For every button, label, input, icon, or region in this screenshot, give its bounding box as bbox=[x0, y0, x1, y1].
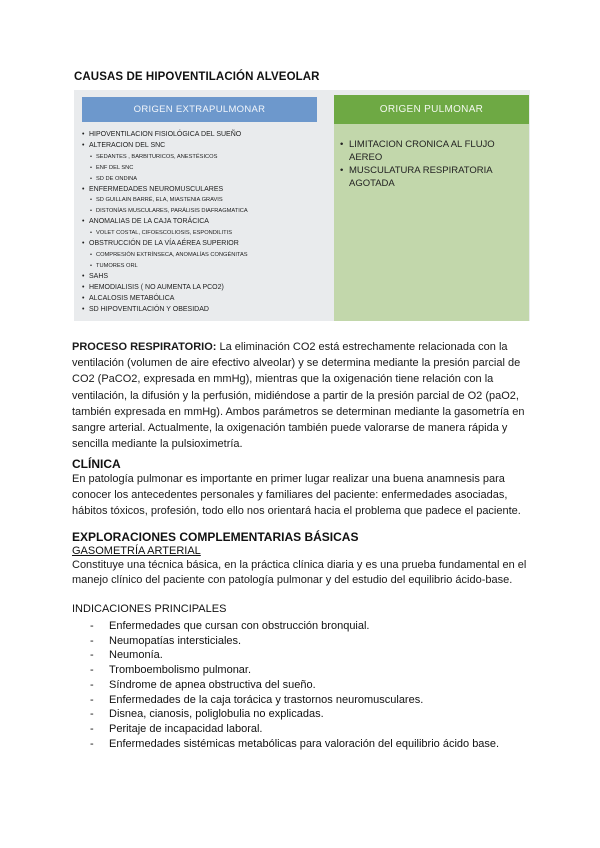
extrapulmonar-item-text: ANOMALIAS DE LA CAJA TORÁCICA bbox=[89, 218, 209, 226]
extrapulmonar-item-text: COMPRESIÓN EXTRÍNSECA, ANOMALÍAS CONGÉNITAS bbox=[96, 251, 248, 258]
bullet-icon: • bbox=[340, 139, 344, 150]
pulmonar-item bbox=[340, 138, 529, 164]
extrapulmonar-item bbox=[82, 294, 317, 305]
bullet-icon: • bbox=[82, 305, 85, 313]
indicacion-item bbox=[72, 648, 499, 663]
indicacion-item bbox=[72, 737, 499, 752]
extrapulmonar-item-text: ENF DEL SNC bbox=[96, 164, 134, 171]
clinica-title: CLÍNICA bbox=[72, 457, 121, 471]
dash-bullet-icon: - bbox=[90, 722, 94, 735]
bullet-icon: • bbox=[82, 272, 85, 280]
indicacion-text: Peritaje de incapacidad laboral. bbox=[109, 722, 263, 735]
bullet-icon: • bbox=[82, 141, 85, 149]
indicacion-item bbox=[72, 722, 499, 737]
pulmonar-item-text: MUSCULATURA RESPIRATORIA AGOTADA bbox=[349, 165, 493, 189]
dash-bullet-icon: - bbox=[90, 620, 94, 632]
extrapulmonar-item bbox=[82, 195, 317, 206]
bullet-icon: • bbox=[90, 262, 92, 269]
bullet-icon: • bbox=[82, 218, 85, 226]
proceso-text: La eliminación CO2 está estrechamente relacionada con la ventilación (volumen de aire efectivo alveolar) y se determina mediante la presión parcial de CO2 (PaCO2, expresada en mmHg), mientras que la oxigenación tiene relación con la ventilación, la difusión y la perfusión, midiéndose a partir de la presión parcial de O2 (paO2, también expresada en mmHg). Ambos parámetros se determinan mediante la gasometría en sangre arterial. Actualmente, la oxigenación también puede valorarse de manera rápida y sencilla mediante la pulsioximetría. bbox=[72, 341, 525, 451]
indicacion-text: Tromboembolismo pulmonar. bbox=[109, 664, 252, 677]
proceso-paragraph bbox=[72, 339, 528, 452]
dash-bullet-icon: - bbox=[90, 678, 94, 691]
bullet-icon: • bbox=[82, 294, 85, 302]
bullet-icon: • bbox=[82, 185, 85, 193]
bullet-icon: • bbox=[82, 240, 85, 248]
indicacion-text: Enfermedades de la caja torácica y trastornos neuromusculares. bbox=[109, 693, 424, 706]
indicacion-text: Enfermedades sistémicas metabólicas para valoración del equilibrio ácido base. bbox=[109, 737, 500, 750]
extrapulmonar-item bbox=[82, 206, 317, 217]
extrapulmonar-item-text: SAHS bbox=[89, 272, 109, 280]
bullet-icon: • bbox=[90, 230, 92, 237]
indicacion-item bbox=[72, 619, 499, 634]
extrapulmonar-list bbox=[82, 130, 317, 315]
dash-bullet-icon: - bbox=[90, 634, 94, 647]
extrapulmonar-item-text: SD DE ONDINA bbox=[96, 175, 138, 182]
indicacion-text: Síndrome de apnea obstructiva del sueño. bbox=[109, 678, 316, 691]
extrapulmonar-item-text: HIPOVENTILACION FISIOLÓGICA DEL SUEÑO bbox=[89, 131, 242, 138]
indicacion-item bbox=[72, 678, 499, 693]
indicacion-item bbox=[72, 634, 499, 649]
indicacion-item bbox=[72, 693, 499, 708]
gasometria-subtitle: GASOMETRÍA ARTERIAL bbox=[72, 545, 201, 557]
extrapulmonar-item bbox=[82, 239, 317, 250]
indicaciones-title: INDICACIONES PRINCIPALES bbox=[72, 603, 227, 615]
indicacion-text: Disnea, cianosis, poliglobulia no explicadas. bbox=[109, 708, 324, 721]
bullet-icon: • bbox=[90, 251, 92, 258]
indicacion-text: Neumonía. bbox=[109, 649, 163, 662]
indicacion-item bbox=[72, 707, 499, 722]
pulmonar-list bbox=[340, 138, 529, 190]
extrapulmonar-item-text: VOLET COSTAL, CIFOESCOLIOSIS, ESPONDILITIS bbox=[96, 230, 233, 237]
bullet-icon: • bbox=[340, 165, 344, 176]
extrapulmonar-item-text: ALCALOSIS METABÓLICA bbox=[89, 294, 175, 302]
extrapulmonar-item-text: SEDANTES , BARBITURICOS, ANESTÉSICOS bbox=[96, 153, 218, 160]
pulmonar-column bbox=[334, 95, 529, 321]
extrapulmonar-item bbox=[82, 141, 317, 152]
bullet-icon: • bbox=[90, 175, 92, 182]
extrapulmonar-item bbox=[82, 272, 317, 283]
bullet-icon: • bbox=[82, 131, 85, 138]
clinica-text: En patología pulmonar es importante en primer lugar realizar una buena anamnesis para conocer los antecedentes personales y familiares del paciente: enfermedades asociadas, hábitos tóxicos, profesión, todo ello nos orientará hacia el problema que padece el paciente. bbox=[72, 473, 521, 518]
extrapulmonar-item bbox=[82, 283, 317, 294]
indicaciones-list bbox=[72, 619, 499, 751]
dash-bullet-icon: - bbox=[90, 693, 94, 706]
pulmonar-item bbox=[340, 164, 529, 190]
extrapulmonar-item-text: DISTONÍAS MUSCULARES, PARÁLISIS DIAFRAGMATICA bbox=[96, 208, 248, 215]
dash-bullet-icon: - bbox=[90, 664, 94, 677]
extrapulmonar-column bbox=[82, 97, 317, 315]
extrapulmonar-item bbox=[82, 250, 317, 261]
indicacion-text: Neumopatías intersticiales. bbox=[109, 634, 242, 647]
causas-title: CAUSAS DE HIPOVENTILACIÓN ALVEOLAR bbox=[74, 71, 320, 83]
extrapulmonar-item bbox=[82, 217, 317, 228]
pulmonar-header: ORIGEN PULMONAR bbox=[334, 95, 529, 124]
extrapulmonar-item bbox=[82, 261, 317, 272]
extrapulmonar-item bbox=[82, 228, 317, 239]
extrapulmonar-item-text: OBSTRUCCIÓN DE LA VÍA AÉREA SUPERIOR bbox=[89, 240, 239, 248]
bullet-icon: • bbox=[82, 283, 85, 291]
pulmonar-item-text: LIMITACION CRONICA AL FLUJO AEREO bbox=[349, 139, 495, 163]
bullet-icon: • bbox=[90, 164, 92, 171]
extrapulmonar-item-text: HEMODIALISIS ( NO AUMENTA LA PCO2) bbox=[89, 283, 224, 291]
bullet-icon: • bbox=[90, 197, 92, 204]
bullet-icon: • bbox=[90, 208, 92, 215]
proceso-label: PROCESO RESPIRATORIO: bbox=[72, 341, 217, 353]
exploraciones-title: EXPLORACIONES COMPLEMENTARIAS BÁSICAS bbox=[72, 530, 359, 544]
extrapulmonar-item-text: SD GUILLAIN BARRÉ, ELA, MIASTENIA GRAVIS bbox=[96, 197, 223, 204]
extrapulmonar-header: ORIGEN EXTRAPULMONAR bbox=[82, 97, 317, 122]
extrapulmonar-item bbox=[82, 152, 317, 163]
extrapulmonar-item bbox=[82, 185, 317, 196]
extrapulmonar-item bbox=[82, 305, 317, 316]
extrapulmonar-item-text: TUMORES ORL bbox=[96, 262, 138, 269]
dash-bullet-icon: - bbox=[90, 708, 94, 721]
extrapulmonar-item bbox=[82, 163, 317, 174]
extrapulmonar-item-text: SD HIPOVENTILACIÓN Y OBESIDAD bbox=[89, 305, 209, 313]
indicacion-text: Enfermedades que cursan con obstrucción bronquial. bbox=[109, 620, 370, 632]
indicacion-item bbox=[72, 663, 499, 678]
extrapulmonar-item-text: ALTERACION DEL SNC bbox=[89, 141, 166, 149]
extrapulmonar-item bbox=[82, 130, 317, 141]
extrapulmonar-item-text: ENFERMEDADES NEUROMUSCULARES bbox=[89, 185, 224, 193]
gasometria-text: Constituye una técnica básica, en la práctica clínica diaria y es una prueba fundamental en el manejo clínico del paciente con patología pulmonar y del estudio del equilibrio ácido-base. bbox=[72, 559, 527, 587]
causas-figure bbox=[74, 90, 530, 321]
bullet-icon: • bbox=[90, 153, 92, 160]
dash-bullet-icon: - bbox=[90, 649, 94, 662]
dash-bullet-icon: - bbox=[90, 737, 94, 750]
extrapulmonar-item bbox=[82, 174, 317, 185]
